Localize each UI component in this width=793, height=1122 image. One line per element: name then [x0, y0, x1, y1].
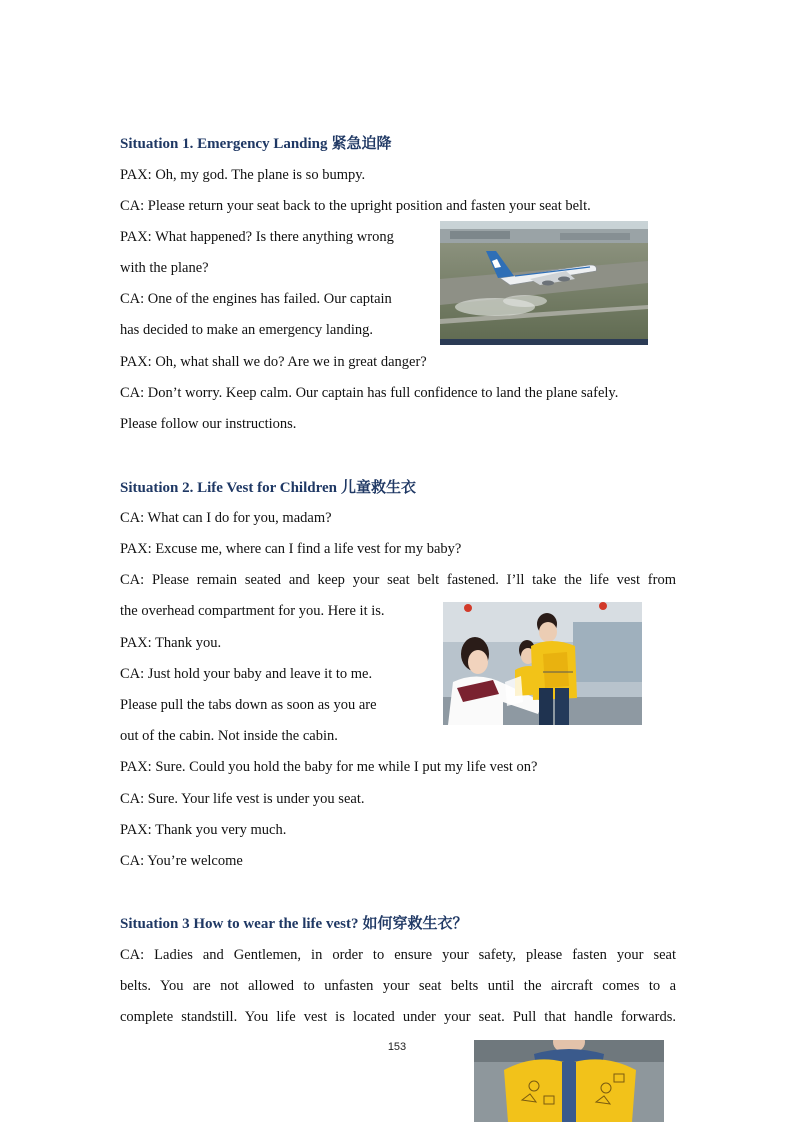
dialogue-line: PAX: Excuse me, where can I find a life vest for my baby? — [120, 541, 462, 557]
dialogue-line: PAX: Sure. Could you hold the baby for me while I put my life vest on? — [120, 759, 538, 775]
dialogue-line: with the plane? — [120, 260, 209, 276]
situation-1-title: Situation 1. Emergency Landing — [120, 136, 328, 152]
announcement-line: complete standstill. You life vest is located under your seat. Pull that handle forwards. — [120, 1009, 676, 1025]
situation-2-title-zh: 儿童救生衣 — [340, 478, 416, 496]
situation-3-heading — [120, 913, 467, 934]
situation-2-heading — [120, 477, 416, 498]
dialogue-line: the overhead compartment for you. Here it is. — [120, 603, 385, 619]
situation-1-title-zh: 紧急迫降 — [331, 134, 392, 152]
emergency-landing-photo — [440, 221, 648, 345]
dialogue-line: CA: Please remain seated and keep your seat belt fastened. I’ll take the life vest from — [120, 572, 676, 588]
dialogue-line: CA: Just hold your baby and leave it to me. — [120, 666, 373, 682]
dialogue-line: PAX: Oh, what shall we do? Are we in great danger? — [120, 354, 427, 370]
situation-3-title: Situation 3 How to wear the life vest? — [120, 916, 359, 932]
dialogue-line: PAX: Thank you very much. — [120, 822, 287, 838]
dialogue-line: CA: One of the engines has failed. Our captain — [120, 291, 392, 307]
situation-1-heading — [120, 133, 392, 154]
announcement-line: belts. You are not allowed to unfasten your seat belts until the aircraft comes to a — [120, 978, 676, 994]
dialogue-line: CA: Sure. Your life vest is under you seat. — [120, 791, 365, 807]
dialogue-line: CA: What can I do for you, madam? — [120, 510, 332, 526]
situation-2-title: Situation 2. Life Vest for Children — [120, 480, 337, 496]
dialogue-line: has decided to make an emergency landing. — [120, 322, 373, 338]
dialogue-line: out of the cabin. Not inside the cabin. — [120, 728, 338, 744]
situation-3-title-zh: 如何穿救生衣？ — [362, 914, 468, 932]
dialogue-line: CA: Please return your seat back to the upright position and fasten your seat belt. — [120, 198, 591, 214]
dialogue-line: PAX: Oh, my god. The plane is so bumpy. — [120, 167, 366, 183]
dialogue-line: PAX: What happened? Is there anything wrong — [120, 229, 394, 245]
wearing-life-vest-photo — [474, 1040, 664, 1122]
life-vest-demo-photo — [443, 602, 642, 725]
dialogue-line: CA: You’re welcome — [120, 853, 243, 869]
dialogue-line: CA: Don’t worry. Keep calm. Our captain has full confidence to land the plane safely. — [120, 385, 619, 401]
dialogue-line: PAX: Thank you. — [120, 635, 222, 651]
page-number: 153 — [387, 1041, 407, 1053]
dialogue-line: Please follow our instructions. — [120, 416, 297, 432]
announcement-line: CA: Ladies and Gentlemen, in order to ensure your safety, please fasten your seat — [120, 947, 676, 963]
dialogue-line: Please pull the tabs down as soon as you are — [120, 697, 377, 713]
